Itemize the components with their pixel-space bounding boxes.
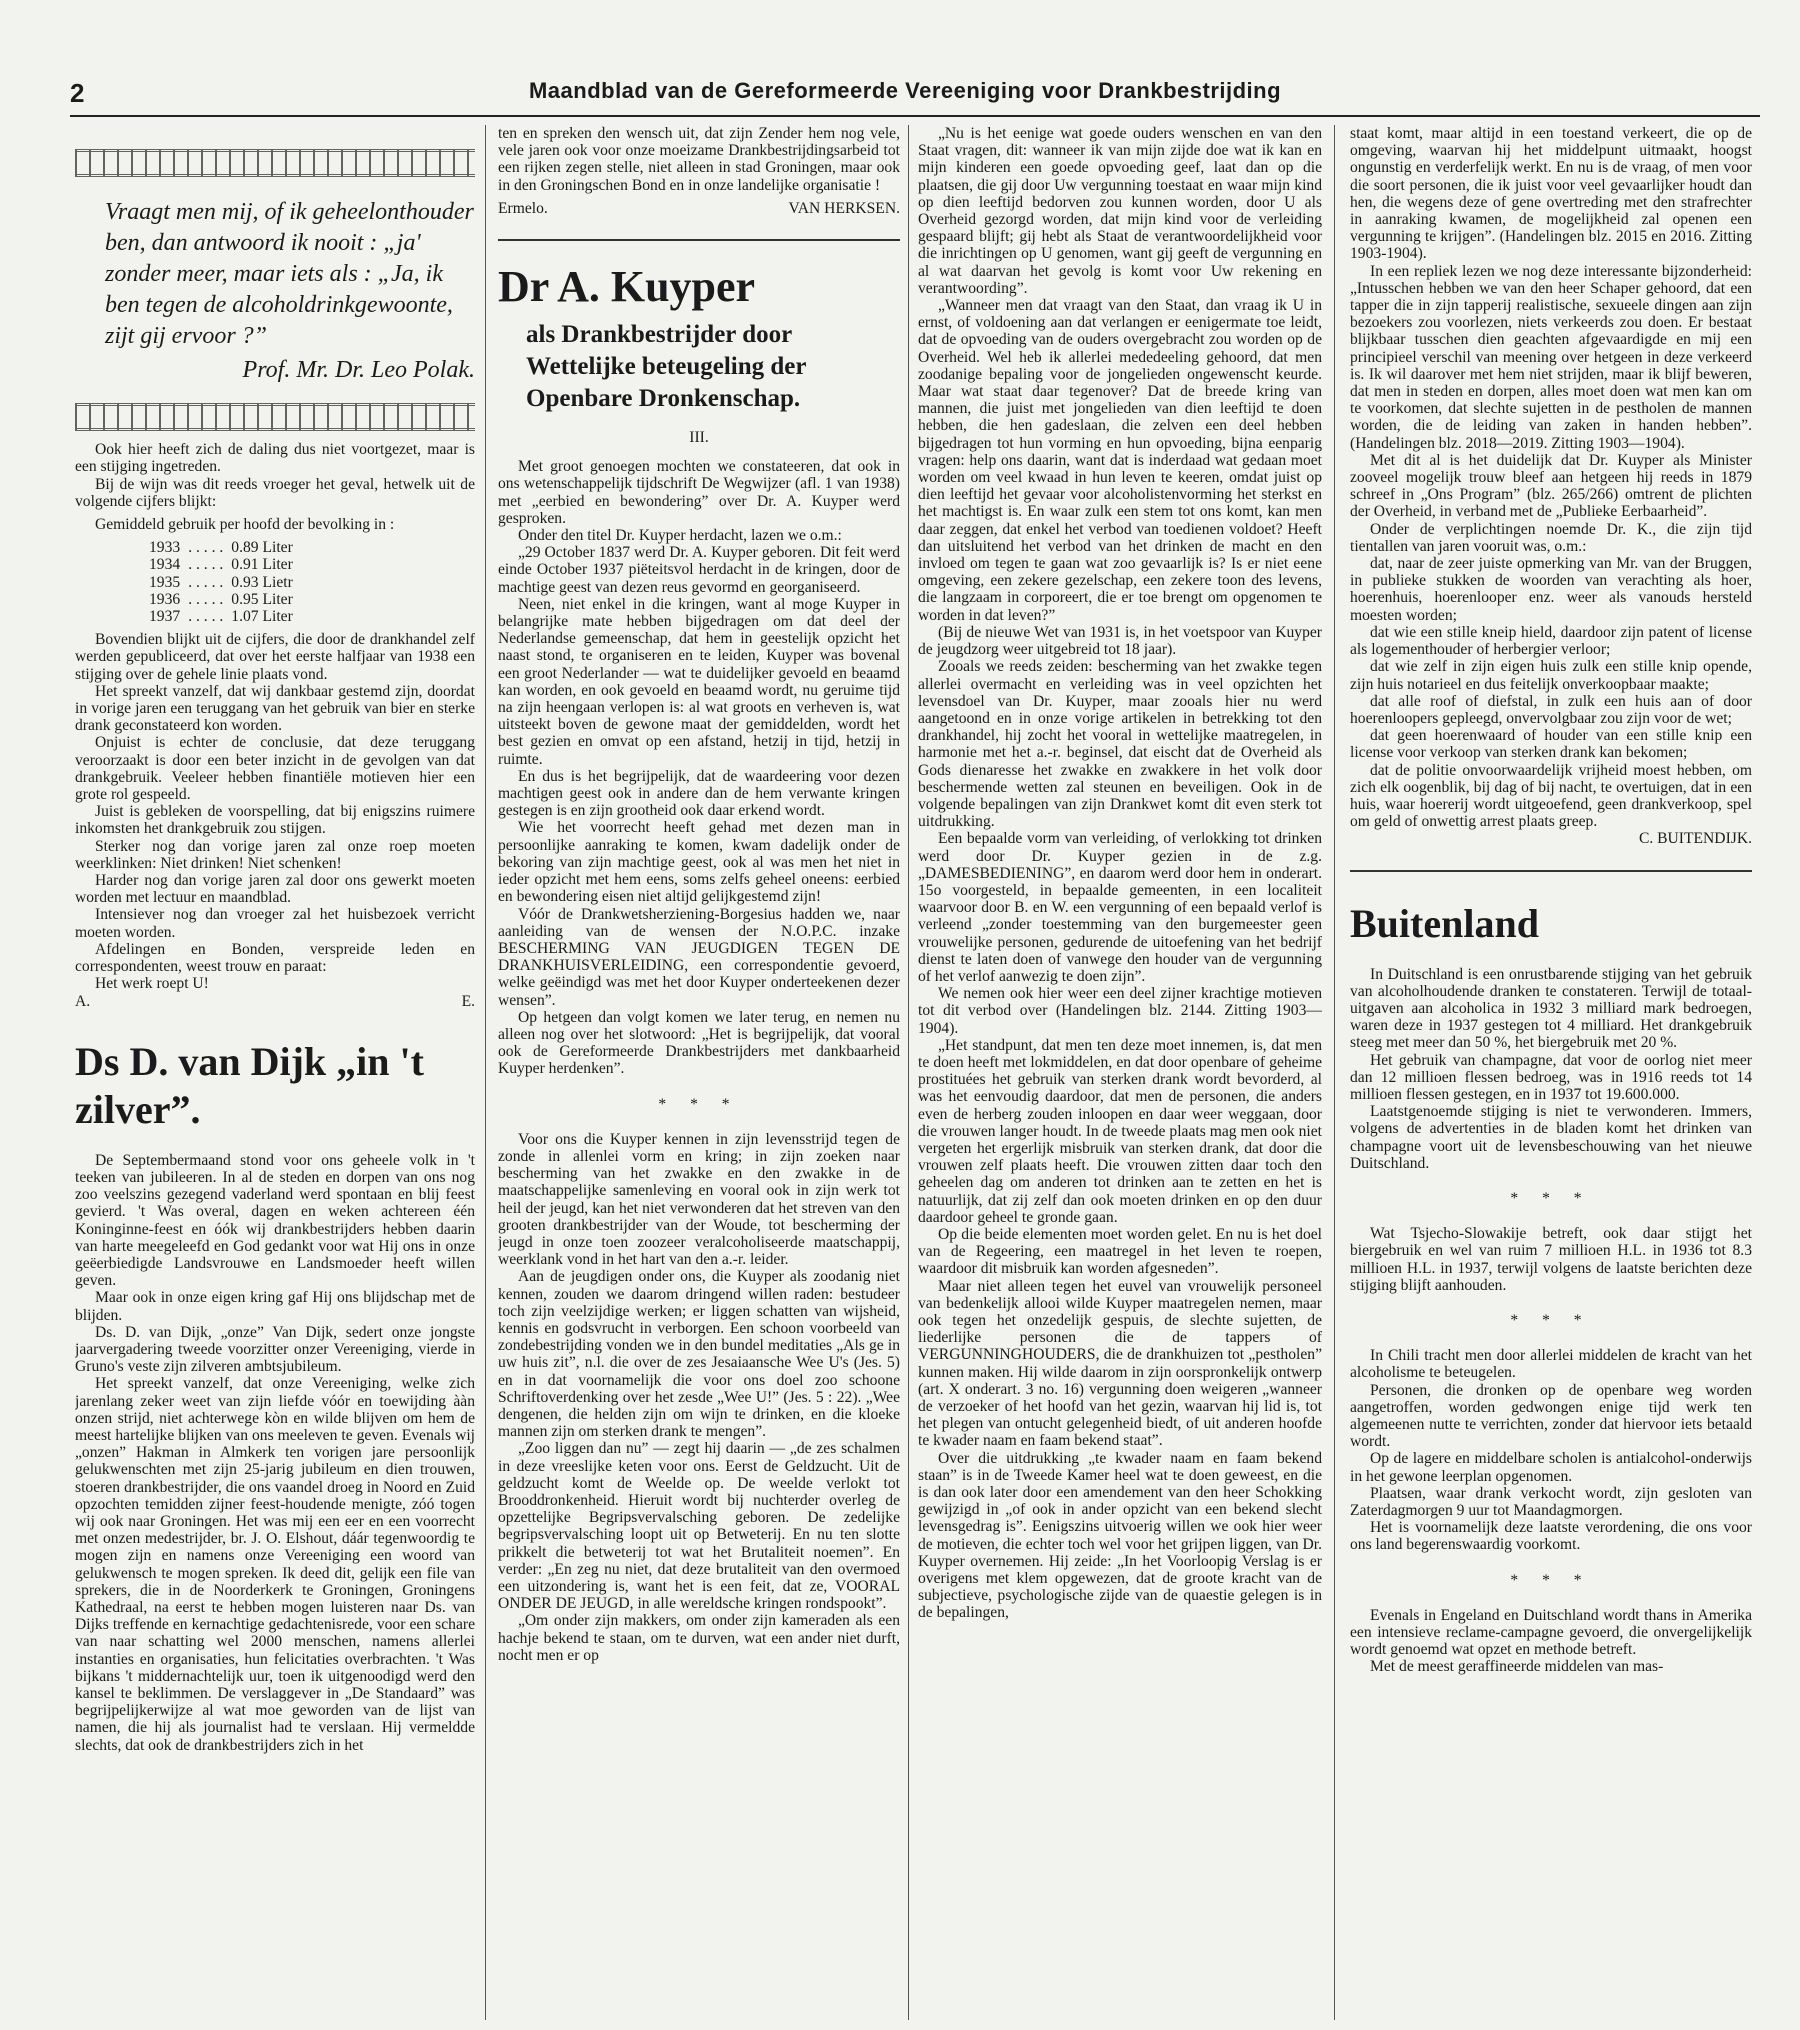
paragraph: dat alle roof of diefstal, in zulk een huis aan of door hoerenloopers gepleegd, onvervolgbaar zou zijn voor de wet; — [1350, 692, 1752, 727]
paragraph: (Bij de nieuwe Wet van 1931 is, in het voetspoor van Kuyper de jeugdzorg weer uitgebreid tot 18 jaar). — [918, 623, 1322, 659]
article-title-kuyper: Dr A. Kuyper — [498, 262, 756, 312]
column-4 — [1350, 125, 1752, 2020]
paragraph: Intensiever nog dan vroeger zal het huisbezoek verricht moeten worden. — [75, 906, 475, 941]
year-cell: 1933 — [149, 539, 181, 557]
paragraph: Onder den titel Dr. Kuyper herdacht, lazen we o.m.: — [518, 527, 842, 545]
paragraph: Wat Tsjecho-Slowakije betreft, ook daar stijgt het biergebruik en wel van ruim 7 millioen H.L. in 1936 tot 8.3 millioen H.L. in 1937, terwijl volgens de laatste berichten deze stijging blijft aanhouden. — [1350, 1225, 1752, 1294]
paragraph: In Duitschland is een onrustbarende stijging van het gebruik van alcoholhoudende dranken te constateren. Terwijl de totaal-uitgaven aan alcoholica in 1932 3 milliard mark bedroegen, waren deze in 1937 gestegen tot 4 milliard. Het drankgebruik steeg met meer dan 50 %, het biergebruik met 20 %. — [1350, 965, 1752, 1052]
value-cell: 0.89 Liter — [231, 539, 293, 557]
paragraph: „Nu is het eenige wat goede ouders wenschen en van den Staat vragen, dit: wanneer ik van mijn zijde doe wat ik kan en mijn kinderen een goede opvoeding geef, laat dan op die plaatsen, die gij door Uw vergunning toestaat en waar mijn kind op dien leeftijd bedorven zou kunnen worden, door U als Overheid gezorgd worden, dat mijn kind voor de verleiding gespaard blijft; gij hebt als Staat de verantwoordelijkheid voor die inrichtingen op U genomen, want gij geeft de vergunning en al wat daarvan het gevolg is komt voor Uw rekening en verantwoording”. — [918, 125, 1322, 297]
paragraph: We nemen ook hier weer een deel zijner krachtige motieven tot dit verbod over (Handelingen blz. 2144. Zitting 1903—1904). — [918, 985, 1322, 1037]
article-title-buitenland: Buitenland — [1350, 900, 1539, 946]
signature-right: E. — [461, 992, 475, 1010]
signature-left: A. — [75, 992, 91, 1010]
paragraph: ten en spreken den wensch uit, dat zijn Zender hem nog vele, vele jaren ook voor onze moeizame Drankbestrijdingsarbeid tot een rijken zegen stelle, niet alleen in stad Groningen, maar ook in den Groningschen Bond en in onze landelijke organisatie ! — [498, 125, 900, 194]
table-row — [145, 608, 297, 625]
header-rule — [70, 115, 1760, 117]
paragraph: Bij de wijn was dit reeds vroeger het geval, hetwelk uit de volgende cijfers blijkt: — [75, 475, 475, 510]
page-header — [70, 78, 1760, 118]
paragraph: Het werk roept U! — [95, 975, 209, 993]
paragraph: Over die uitdrukking „te kwader naam en faam bekend staan” is in de Tweede Kamer heel wat te doen geweest, en die is dan ook later door een amendement van den heer Schokking gewijzigd in „of ook in ander opzicht van een bekend slecht levensgedrag is”. Eenigszins uitvoerig willen we ook hier weer de motieven, die echter toch wel voor het grijpen liggen, van Dr. Kuyper overnemen. Hij zeide: „In het Voorloopig Verslag is er overigens met klem opgewezen, dat de groote kracht van de subjectieve, psychologische zijde van de quaestie gelegen is in de bepalingen, — [918, 1449, 1322, 1622]
paragraph: In Chili tracht men door allerlei middelen de kracht van het alcoholisme te beteugelen. — [1350, 1347, 1752, 1382]
paragraph: „Het standpunt, dat men ten deze moet innemen, is, dat men te doen heeft met lokmiddelen, en dat door openbare of geheime prostituées het gebruik van sterken drank wordt bevorderd, al was het eenvoudig daardoor, dat men de personen, die anders even de herberg zouden inloopen en daar weer weggaan, door die vrouwen langer houdt. In de tweede plaats mag men ook niet vergeten het ergerlijk misbruik van sterken drank, dat door die vrouwen zelf plaats heeft. Die vrouwen zitten daar toch den geheelen dag om anderen tot drinken aan te zetten en het is natuurlijk, dat zij zelf dan ook moeten drinken en op den duur daardoor geheel te gronde gaan. — [918, 1036, 1322, 1226]
paragraph: dat de politie onvoorwaardelijk vrijheid moest hebben, om zich elk oogenblik, bij dag of bij nacht, te overtuigen, dat in een huis, waar hoererij wordt uitgeoefend, geen drankverkoop, spel om geld of onwettig arrest plaats greep. — [1350, 761, 1752, 831]
dots-cell: . . . . . — [188, 590, 224, 608]
paragraph: Maar niet alleen tegen het euvel van vrouwelijk personeel van bedenkelijk allooi wilde Kuyper maatregelen nemen, maar ook tegen het onzedelijk gespuis, de slechte sujetten, de liederlijke personen die de tappers of VERGUNNINGHOUDERS, die de drankhuizen tot „pestholen” kunnen maken. Hij wilde daarom in zijn oorspronkelijk ontwerp (art. X onderart. 3 no. 16) vergunning doen weigeren „wanneer de verzoeker of het hoofd van het gezin, waarvan hij lid is, tot het plegen van ontucht gelegenheid biedt, of uit anderen hoofde te kwader naam en faam bekend staat”. — [918, 1277, 1322, 1450]
year-cell: 1934 — [149, 556, 181, 574]
column-3 — [918, 125, 1322, 2020]
table-row — [145, 556, 297, 573]
paragraph: Sterker nog dan vorige jaren zal onze roep moeten weerklinken: Niet drinken! Niet schenken! — [75, 837, 475, 872]
paragraph: Onder de verplichtingen noemde Dr. K., die zijn tijd tientallen van jaren vooruit was, o.m.: — [1350, 520, 1752, 555]
paragraph: „29 October 1837 werd Dr. A. Kuyper geboren. Dit feit werd einde October 1937 piëteitsvol herdacht in de kringen, door de machtige geest van dezen reus gevormd en georganiseerd. — [498, 544, 900, 596]
paragraph: Wie het voorrecht heeft gehad met dezen man in persoonlijke aanraking te komen, kwam dadelijk onder de bekoring van zijn machtige geest, ook al was men het niet in ieder opzicht met hem eens, soms zelfs geheel oneens: eerbied en bewondering eisen niet altijd gelijkgestemd zijn! — [498, 819, 900, 906]
paragraph: dat wie een stille kneip hield, daardoor zijn patent of license als logementhouder of herbergier verloor; — [1350, 623, 1752, 659]
ornament-border-bottom — [75, 403, 475, 431]
paragraph: Harder nog dan vorige jaren zal door ons gewerkt moeten worden met lectuur en maandblad. — [75, 872, 475, 907]
place-name: Ermelo. — [498, 199, 548, 217]
article-title-van-dijk: Ds D. van Dijk „in 't zilver”. — [75, 1038, 424, 1132]
table-row — [145, 539, 297, 556]
signature: C. BUITENDIJK. — [1638, 830, 1752, 848]
section-stars: * * * — [1510, 1311, 1592, 1329]
article-subtitle: als Drankbestrijder door Wettelijke beteugeling der Openbare Dronkenschap. — [526, 321, 807, 413]
year-cell: 1937 — [149, 608, 181, 626]
paragraph: „Om onder zijn makkers, om onder zijn kameraden als een hachje bekend te staan, om te durven, wat een ander niet durft, nocht men er op — [498, 1612, 900, 1664]
paragraph: In een repliek lezen we nog deze interessante bijzonderheid: „Intusschen hebben we van den heer Schaper gehoord, dat een tapper die in zijn tapperij realistische, sexueele dingen aan zijn bezoekers zou voorlezen, niets verkeerds zou doen. Er bestaat blijkbaar tusschen dien geachten afgevaardigde en mij een principieel verschil van meening over hetgeen in deze verkeerd is. Ik wil daarover met hem niet strijden, maar ik blijf beweren, dat men in steden en dorpen, alles moet doen wat men kan om te voorkomen, dat slechte sujetten in de pestholen de mannen worden, die de leiding van zaken in handen hebben”. (Handelingen blz. 2018—2019. Zitting 1903—1904). — [1350, 262, 1752, 452]
paragraph: De Septembermaand stond voor ons geheele volk in 't teeken van jubileeren. In al de steden en dorpen van ons nog zoo veelszins gezegend vaderland werd spontaan en blij feest gevierd. 't Was overal, dagen en weken achtereen één Koninginne-feest en óók wij drankbestrijders hebben daarin van harte meegeleefd en God gedankt voor wat Hij ons in onze geëerbiedigde Landsvrouwe en Landsmoeder heeft willen geven. — [75, 1151, 475, 1290]
value-cell: 1.07 Liter — [231, 608, 293, 626]
table-row — [145, 591, 297, 608]
paragraph: dat geen hoerenwaard of houder van een stille knip een license voor verkoop van sterken drank kan bekomen; — [1350, 727, 1752, 762]
paragraph: Zooals we reeds zeiden: bescherming van het zwakke tegen allerlei overmacht en verleiding was in veel opzichten het levensdoel van Dr. Kuyper, maar zooals hier nu werd aangetoond en in onze vorige artikelen in betrekking tot den drankhandel, hij zocht het vooral in wettelijke maatregelen, in harmonie met het a.-r. beginsel, dat eischt dat de Overheid als Gods dienaresse het zwakke en zwakkere in het volk door beschermende wetten zal steunen en beveiligen. Ook in de volgende bepalingen van zijn Drankwet komt dit even sterk tot uitdrukking. — [918, 658, 1322, 831]
paragraph: Personen, die dronken op de openbare weg worden aangetroffen, worden gedwongen enige tijd werk ten algemeenen nutte te verrichten, zonder dat hiervoor iets betaald wordt. — [1350, 1381, 1752, 1451]
part-number: III. — [689, 429, 709, 447]
paragraph: Met groot genoegen mochten we constateeren, dat ook in ons wetenschappelijk tijdschrift De Wegwijzer (afl. 1 van 1938) met „eerbied en bewondering” over Dr. A. Kuyper werd gesproken. — [498, 458, 900, 527]
paragraph: Op de lagere en middelbare scholen is antialcohol-onderwijs in het gewone leerplan opgenomen. — [1350, 1450, 1752, 1485]
year-cell: 1936 — [149, 590, 181, 608]
paragraph: Vóór de Drankwetsherziening-Borgesius hadden we, naar aanleiding van de wensen der N.O.P.C. inzake BESCHERMING VAN JEUGDIGEN TEGEN DE DRANKHUISVERLEIDING, een correspondentie gevoerd, welke geëindigd was met het door Kuyper onderteekenen dezer wensen”. — [498, 905, 900, 1009]
paragraph: Ds. D. van Dijk, „onze” Van Dijk, sedert onze jongste jaarvergadering tweede voorzitter onzer Vereeniging, vierde in Gruno's veste zijn zilveren ambtsjubileum. — [75, 1323, 475, 1376]
column-2 — [498, 125, 900, 2020]
paragraph: En dus is het begrijpelijk, dat de waardeering voor dezen machtigen geest ook in andere dan de hem verwante kringen gestegen is en zijn grootheid ook daar erkend wordt. — [498, 767, 900, 820]
signature-row — [75, 993, 475, 1010]
author-name: VAN HERKSEN. — [788, 199, 900, 217]
paragraph: staat komt, maar altijd in een toestand verkeert, die op de omgeving, waarvan hij het middelpunt uitmaakt, hoogst ongunstig en verderfelijk werkt. En nu is de vraag, of men voor die soort personen, die ik juist voor veel gevaarlijker houdt dan hen, die wegens deze of gene overtreding met den strafrechter in aanraking kwamen, de mogelijkheid zal openen een vergunning te krijgen”. (Handelingen blz. 2015 en 2016. Zitting 1903-1904). — [1350, 125, 1752, 263]
paragraph: Aan de jeugdigen onder ons, die Kuyper als zoodanig niet kennen, zouden we daarom dringend willen raden: bestudeer toch zijn veelzijdige werken; er liggen schatten van wijsheid, kennis en godsvrucht in verborgen. Een schoon voorbeeld van zondebestrijding vonden we in den bundel meditaties „Als ge in uw huis zit”, n.l. die over de zes Jesaiaansche Wee U's (Jes. 5) en in dat voornamelijk die voor ons doel zoo schoone Schriftoverdenking over het zesde „Wee U!” (Jes. 5 : 22). „Wee dengenen, die helden zijn om wijn te drinken, en die kloeke mannen zijn om sterken drank te mengen”. — [498, 1268, 900, 1441]
dots-cell: . . . . . — [188, 573, 224, 591]
paragraph: Een bepaalde vorm van verleiding, of verlokking tot drinken werd door Dr. Kuyper gezien in de z.g. „DAMESBEDIENING”, en daarom werd door hem in onderart. 15o voorgesteld, in bepaalde gemeenten, in een localiteit waarvoor door B. en W. een vergunning of een bepaald verlof is verleend „zonder toestemming van den burgemeester geen vrouwelijke personen, gedurende de uitoefening van het bedrijf dienst te laten doen of vanwege den houder van de vergunning of het verlof aanwezig te doen zijn”. — [918, 830, 1322, 985]
section-stars: * * * — [1510, 1189, 1592, 1207]
dots-cell: . . . . . — [188, 556, 224, 574]
page-number: 2 — [70, 78, 85, 108]
polak-quote: Vraagt men mij, of ik geheelonthouder ben, dan antwoord ik nooit : „ja' zonder meer, maar iets als : „Ja, ik ben tegen de alcoholdrinkgewoonte, zijt gij ervoor ?” — [105, 199, 474, 349]
section-rule — [1350, 870, 1752, 872]
paragraph: Bovendien blijkt uit de cijfers, die door de drankhandel zelf werden gepubliceerd, dat over het eerste halfjaar van 1938 een stijging over de gehele linie plaats vond. — [75, 631, 475, 683]
section-stars: * * * — [1510, 1571, 1592, 1589]
value-cell: 0.95 Liter — [231, 590, 293, 608]
paragraph: Het gebruik van champagne, dat voor de oorlog niet meer dan 12 millioen flessen bedroeg, was in 1916 reeds tot 14 millioen flessen gestegen, en in 1937 tot 19.600.000. — [1350, 1051, 1752, 1103]
paragraph: Met dit al is het duidelijk dat Dr. Kuyper als Minister zooveel mogelijk trouw bleef aan hetgeen hij reeds in 1879 schreef in „Ons Program” (blz. 265/266) omtrent de plichten der Overheid, in verband met de „Publieke Eerbaarheid”. — [1350, 451, 1752, 521]
paragraph: Voor ons die Kuyper kennen in zijn levensstrijd tegen de zonde in allenlei vorm en kring; in zijn zoeken naar bescherming van het zwakke en den zwakke in de maatschappelijke samenleving en vooral ook in zijn werk tot heil der jeugd, kan het niet verwonderen dat het streven van den grooten drankbestrijder van der Woude, tot bescherming der jeugd in onze toen zoozeer veralcoholiseerde maatschappij, weerklank vond in het hart van den a.-r. leider. — [498, 1130, 900, 1269]
paragraph: Plaatsen, waar drank verkocht wordt, zijn gesloten van Zaterdagmorgen 9 uur tot Maandagmorgen. — [1350, 1484, 1752, 1520]
paragraph: Neen, niet enkel in die kringen, want al moge Kuyper in belangrijke mate hebben bijgedragen om dat deel der Nederlandse gemeenschap, dat hem in geestelijk opzicht het naast stond, te organiseren en te leiden, Kuyper was bovenal een groot Nederlander — wat te duidelijker gevoeld en beaamd kan worden, en ook gevoeld en beaamd wordt, nu geruime tijd na zijn heengaan verlopen is: al wat groots en verheven is, wat uitsteekt boven de gewone maat der gemiddelden, wordt het best gezien en omvat op een afstand, hetzij in tijd, hetzij in ruimte. — [498, 595, 900, 768]
paragraph: dat, naar de zeer juiste opmerking van Mr. van der Bruggen, in publieke stukken de woorden van verachting als hoer, hoerenhuis, hoerenlooper enz. weer als vanouds hersteld moesten worden; — [1350, 555, 1752, 624]
paragraph: „Zoo liggen dan nu” — zegt hij daarin — „de zes schalmen in deze vreeslijke keten voor ons. Eerst de Geldzucht. Uit de geldzucht komt de Weelde op. De weelde verlokt tot Brooddronkenheid. Hieruit wordt bij nuchterder overleg de opzettelijke Begripsvervalsching geboren. De zedelijke begripsvervalsching loopt uit op Betweterij. En nu ten slotte prikkelt die betweterij tot wat het Brutaliteit noemen”. En verder: „En zeg nu niet, dat deze brutaliteit van den overmoed een uitzondering is, want het is een feit, dat ze, VOORAL ONDER DE JEUGD, in alle wereldsche kringen rondspookt”. — [498, 1440, 900, 1613]
column-divider — [485, 125, 486, 2020]
paragraph: Maar ook in onze eigen kring gaf Hij ons blijdschap met de blijden. — [75, 1289, 475, 1324]
year-cell: 1935 — [149, 573, 181, 591]
quote-author: Prof. Mr. Dr. Leo Polak. — [242, 357, 475, 383]
paragraph: Het spreekt vanzelf, dat onze Vereeniging, welke zich jarenlang zeker weet van zijn liefde vóór en toewijding ààn onzen strijd, niet achterwege kòn en wilde blijven om hem de meest hartelijke blijken van ons meeleven te geven. Evenals wij „onzen” Hakman in Almkerk ten vorigen jare persoonlijk gelukwenschten met zijn 25-jarig jubileum en dien trouwen, stoeren drankbestrijder, die ons vaandel droeg in Noord en Zuid opzochten temidden zijner feest-houdende menigte, zóó togen wij ook naar Groningen. Het was mij een eer en een voorrecht met onzen medestrijder, br. J. O. Elshout, dáár tegenwoordig te mogen zijn en namens onze Vereeniging een woord van gelukwensch te mogen spreken. Ik deed dit, gelijk een file van sprekers, die in de Noorderkerk te Groningen, Groningens Kathedraal, na eerst te hebben mogen luisteren naar Ds. van Dijks treffende en kernachtige gedachtenisrede, voor een schare van naar schatting wel 2000 menschen, namens allerlei instanties en organisaties, hun felicitaties overbrachten. 't Was bijkans 't middernachtelijk uur, toen ik uitgenoodigd werd den kansel te beklimmen. De verslaggever in „De Standaard” was begrijpelijkerwijze al wat moe geworden van de lijst van namen, die hij als journalist had te verslaan. Hij vermeldde slechts, dat ook de drankbestrijders zich in het — [75, 1375, 475, 1754]
signature-row — [498, 200, 900, 217]
paragraph: Het is voornamelijk deze laatste verordening, die ons voor ons land begerenswaardig voorkomt. — [1350, 1519, 1752, 1554]
paragraph: Laatstgenoemde stijging is niet te verwonderen. Immers, volgens de advertenties in de bladen komt het drinken van champagne voort uit de levensbeschouwing van het nieuwe Duitschland. — [1350, 1103, 1752, 1172]
paragraph: Juist is gebleken de voorspelling, dat bij enigszins ruimere inkomsten het drankgebruik zou stijgen. — [75, 803, 475, 838]
wine-consumption-table — [145, 539, 297, 625]
paragraph: Evenals in Engeland en Duitschland wordt thans in Amerika een intensieve reclame-campagne gevoerd, die onvergelijkelijk wordt genoemd wat opzet en methode betreft. — [1350, 1606, 1752, 1659]
value-cell: 0.91 Liter — [231, 556, 293, 574]
value-cell: 0.93 Lietr — [231, 573, 293, 591]
paragraph: Het spreekt vanzelf, dat wij dankbaar gestemd zijn, doordat in vorige jaren een teruggang van het gebruik van bier en sterke drank geconstateerd kon worden. — [75, 682, 475, 735]
section-rule — [498, 239, 900, 241]
paragraph: Op hetgeen dan volgt komen we later terug, en nemen nu alleen nog over het slotwoord: „Het is begrijpelijk, dat vooral ook de Gereformeerde Drankbestrijders met dankbaarheid Kuyper herdenken”. — [498, 1008, 900, 1078]
paragraph: Met de meest geraffineerde middelen van mas- — [1370, 1658, 1664, 1676]
paragraph: „Wanneer men dat vraagt van den Staat, dan vraag ik U in ernst, of voldoening aan dat verlangen er eenigermate toe leidt, dat de opvoeding van de ouders overgebracht zou worden op de Overheid. Wel heb ik allerlei mededeeling gehoord, dat men zoodanige bepaling voor de jongelieden ongewenscht keurde. Maar wat staat daar tegenover? Dat de breede kring van mannen, die juist met jongelieden van dien leeftijd te doen hebben, die hen gadeslaan, die zelven een deel hebben bijgedragen tot hun vorming en hun opvoeding, bijna eenparig vragen: help ons daarin, want dat is inderdaad wat gedaan moet worden om veel kwaad in hun leven te keeren, omdat juist op dien leeftijd het gevaar voor alcoholistenvorming het sterkst en het machtigst is. En waar zulk een stem tot ons komt, kan men daar zeggen, dat enkel het verbod van toedienen voldoet? Heeft dan uitsluitend het verbod van het drinken de macht en den invloed om tegen te gaan wat zoo gevaarlijk is? Is er niet eene omgeving, een zekere gezelschap, een zekere toon des levens, die langzaam in corporeert, die er toe brengt om opgenomen te worden in dat leven?” — [918, 297, 1322, 624]
table-row — [145, 574, 297, 591]
paragraph: Afdelingen en Bonden, verspreide leden en correspondenten, weest trouw en paraat: — [75, 940, 475, 976]
dots-cell: . . . . . — [188, 539, 224, 557]
column-divider — [908, 125, 909, 2020]
dots-cell: . . . . . — [188, 608, 224, 626]
masthead: Maandblad van de Gereformeerde Vereeniging voor Drankbestrijding — [528, 78, 1282, 103]
ornament-border-top — [75, 149, 475, 177]
paragraph: Ook hier heeft zich de daling dus niet voortgezet, maar is een stijging ingetreden. — [75, 441, 475, 476]
column-1 — [75, 125, 475, 2020]
paragraph: dat wie zelf in zijn eigen huis zulk een stille knip opende, zijn huis notarieel en dus feitelijk onverkoopbaar maakte; — [1350, 658, 1752, 693]
paragraph: Onjuist is echter de conclusie, dat deze teruggang veroorzaakt is door een beter inzicht in de gevolgen van dat drankgebruik. Veeleer hebben finantiële motieven hier een grote rol gespeeld. — [75, 734, 475, 804]
paragraph: Op die beide elementen moet worden gelet. En nu is het doel van de Regeering, een maatregel in het leven te roepen, waardoor dit misbruik kan worden afgesneden”. — [918, 1226, 1322, 1278]
column-divider — [1334, 125, 1335, 2020]
section-stars: * * * — [658, 1095, 740, 1113]
stats-intro: Gemiddeld gebruik per hoofd der bevolking in : — [95, 516, 395, 534]
